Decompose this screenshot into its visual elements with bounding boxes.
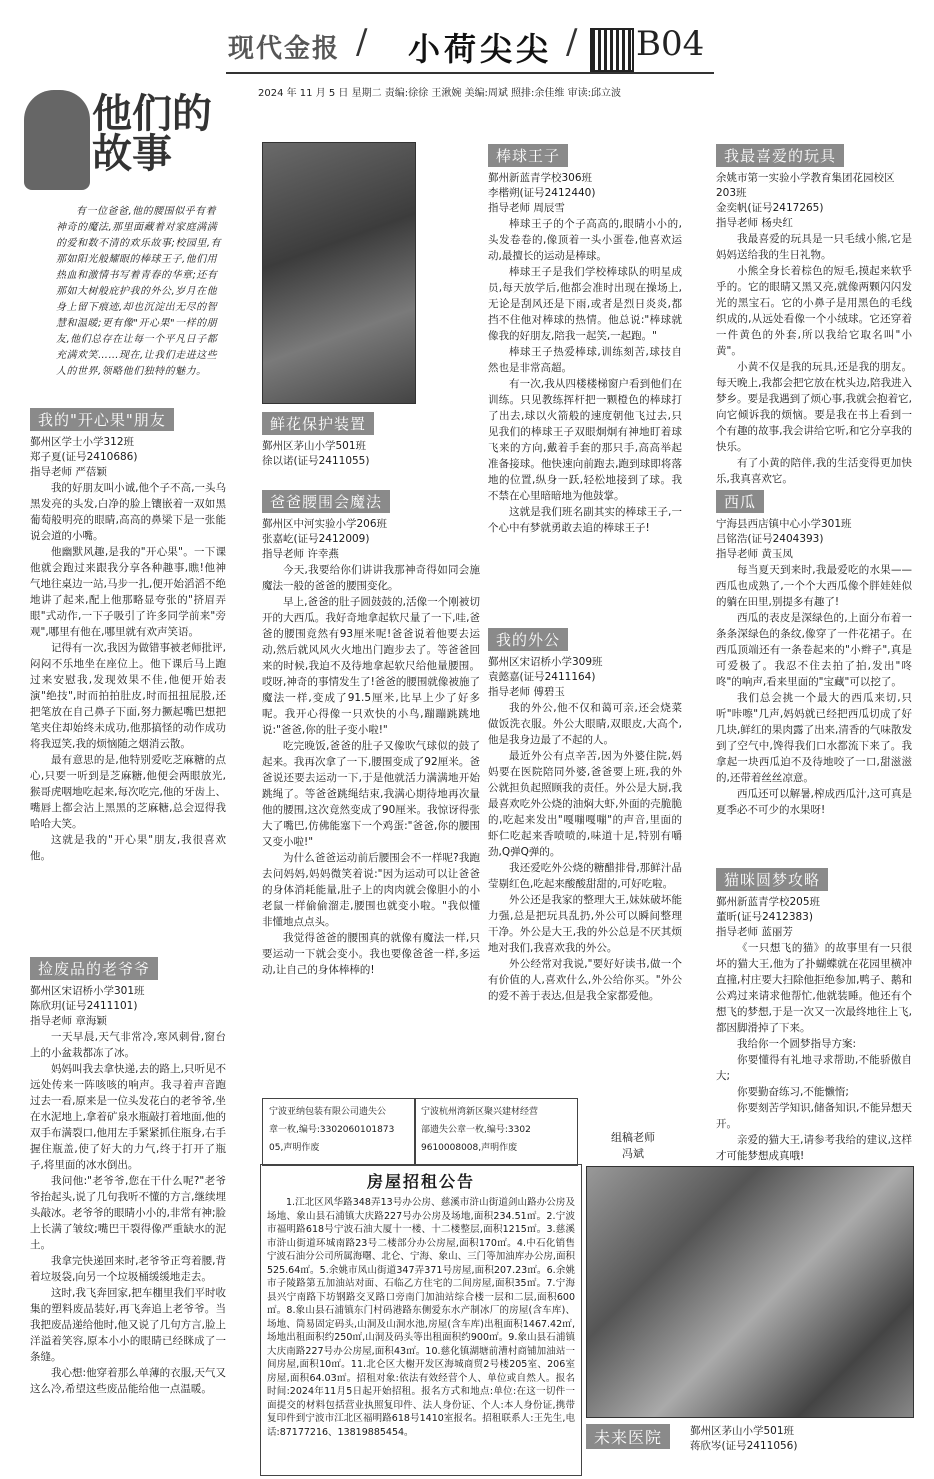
article-title: 我的外公 (488, 628, 568, 651)
paragraph: 棒球王子是我们学校棒球队的明星成员,每天放学后,他都会准时出现在操场上,无论是刮风还是下雨,或者是烈日炎炎,都挡不住他对棒球的热情。他总说:"棒球就像我的好朋友,陪我一起笑,一起跑。" (488, 266, 682, 342)
article-teacher: 指导老师 严蓓颖 (30, 466, 107, 478)
article-school: 鄞州新蓝青学校205班 (716, 896, 821, 908)
article-school: 鄞州区宋诏桥小学301班 (30, 985, 145, 997)
ad-line: 部遗失公章一枚,编号:3302 (421, 1125, 531, 1135)
article-teacher: 指导老师 章海颖 (30, 1015, 107, 1027)
paragraph: 我问他:"老爷爷,您在干什么呢?"老爷爷抬起头,说了几句我听不懂的方言,继续埋头敲冰。老爷爷的眼睛小小的,非常有神;脸上长满了皱纹;嘴巴干裂得像严重缺水的泥土。 (30, 1175, 226, 1251)
paragraph: 西瓜的表皮是深绿色的,上面分布着一条条深绿色的条纹,像穿了一件花裙子。在西瓜顶端还有一条卷起来的"小辫子",真是可爱极了。我忍不住去拍了拍,发出"咚咚"的响声,看来里面的"宝藏"可以挖了。 (716, 612, 912, 688)
article-waigong (488, 626, 682, 1004)
article-author: 郑子夏(证号2410686) (30, 451, 138, 463)
paragraph: 最近外公有点辛苦,因为外婆住院,妈妈要在医院陪同外婆,爸爸要上班,我的外公就担负起照顾我的责任。外公是大厨,我最喜欢吃外公烧的油焖大虾,外面的壳脆脆的,吃起来发出"嘎嘣嘎嘣"的声音,里面的虾仁吃起来香喷喷的,味道十足,特别有嚼劲,Q弹Q弹的。 (488, 750, 682, 858)
divider-slash: / (356, 22, 368, 62)
editor-credit (598, 1130, 668, 1162)
feature-intro: 有一位爸爸,他的腰围似乎有着神奇的魔法,那里面藏着对家庭满满的爱和数不清的欢乐故事;校园里,有那如阳光般耀眼的棒球王子,他们用热血和激情书写着青春的华章;还有那如大树般庇护我的外公,岁月在他身上留下痕迹,却也沉淀出无尽的智慧和温暖;更有像"开心果"一样的朋友,他们总存在让每一个平凡日子都充满欢笑……现在,让我们走进这些人的世界,领略他们独特的魅力。 (56, 206, 222, 377)
paragraph: 吃完晚饭,爸爸的肚子又像吹气球似的鼓了起来。我再次拿了一下,腰围变成了92厘米。爸爸说还要去运动一下,于是他就活力满满地开始跳绳了。等爸爸跳绳结束,我满心期待地再次量他的腰围,这次竟然变成了90厘米。我惊讶得张大了嘴巴,仿佛能塞下一个鸡蛋:"爸爸,你的腰围又变小啦!" (262, 740, 480, 848)
article-author: 吕铭浩(证号2404393) (716, 533, 824, 545)
article-title: 未来医院 (586, 1424, 670, 1449)
paragraph: 我还爱吃外公烧的糖醋排骨,那鲜汁晶莹剔红色,吃起来酸酸甜甜的,可好吃啦。 (488, 862, 682, 890)
article-title: 鲜花保护装置 (262, 412, 374, 435)
paragraph: 他幽默风趣,是我的"开心果"。一下课他就会跑过来跟我分享各种趣事,瞧!他神气地往桌边一站,马步一扎,便开始滔滔不绝地讲了起来,配上他那略显夸张的"挤眉弄眼"式动作,一下子吸引了许多同学前来"旁观",哪里有他在,哪里就有欢声笑语。 (30, 546, 226, 638)
article-school: 鄞州新蓝青学校306班 (488, 172, 593, 184)
article-school: 鄞州区学士小学312班 (30, 436, 135, 448)
article-author: 陈欣玥(证号2411101) (30, 1000, 138, 1012)
article-jianfeipin (30, 955, 226, 1397)
paragraph: 我们总会挑一个最大的西瓜来切,只听"咔嚓"几声,妈妈就已经把西瓜切成了好几块,鲜红的果肉露了出来,清香的气味散发到了空气中,馋得我们口水都流下来了。我拿起一块西瓜迫不及待地咬了一口,甜滋滋的,还带着丝丝凉意。 (716, 692, 912, 784)
article-author: 董昕(证号2412383) (716, 911, 813, 923)
paper-name: 现代金报 (228, 34, 341, 64)
paragraph: 外公还是我家的整理大王,妹妹破坏能力强,总是把玩具乱扔,外公可以瞬间整理干净。外公是大王,我的外公总是不厌其烦地对我们,我喜欢我的外公。 (488, 894, 682, 954)
paragraph: 你要刻苦学知识,储备知识,不能异想天开。 (716, 1102, 912, 1130)
notice-body: 1.江北区风华路348弄13号办公房、慈溪市浒山街道剑山路办公房及场地、象山县石浦镇大庆路227号办公房及场地,面积234.51㎡。2.宁波市福明路618号宁波石油大厦十一楼、十二楼整层,面积1215㎡。3.慈溪市浒山街道环城南路23号二楼部分办公房屋,面积170㎡。4.中石化销售宁波石油分公司所属海曙、北仑、宁海、象山、三门等加油库办公房,面积525.64㎡。5.余姚市凤山街道347弄371号房屋,面积207.23㎡。6.余姚市子陵路第五加油站对面、石临乙方住宅的二间房屋,面积35㎡。7.宁海县兴宁南路下坊钢路交叉路口旁南门加油站综合楼一层和二层,面积600㎡。8.象山县石浦镇东门村码港路东侧爱东水产制冰厂的房屋(含车库)、场地、筒易固定码头,山洞及山洞水池,房屋(含车库)出租面积1467.42㎡,场地出租面积约250㎡,山洞及码头等出租面积约900㎡。9.象山县石浦镇大庆南路227号办公房屋,面积43㎡。10.慈化镇湖塘前漕村商铺加油站一间房屋,面积10㎡。11.北仑区大榭开发区海城商贸2号楼205室、206室房屋,面积64.03㎡。招租对象:依法有效经营个人、单位或自然人。报名时间:2024年11月5日起开始招租。报名方式和地点:单位:在这一切件一面提交的材料包括营业执照复印件、法人身份证、个人:本人身份证,携带复印件到宁波市江北区福明路618号1410室报名。招租联系人:王先生,电话:87177216、13819885454。 (267, 1197, 575, 1438)
rental-notice (260, 1164, 582, 1476)
paragraph: 为什么爸爸运动前后腰围会不一样呢?我跑去问妈妈,妈妈微笑着说:"因为运动可以让爸爸的身体消耗能量,肚子上的肉肉就会像胆小的小老鼠一样偷偷溜走,腰围也就变小啦。"我似懂非懂地点点头。 (262, 852, 480, 928)
article-author: 徐以诺(证号2411055) (262, 455, 370, 467)
paragraph: 这就是我的"开心果"朋友,我很喜欢他。 (30, 834, 226, 862)
article-title: 我的"开心果"朋友 (30, 408, 174, 431)
article-school: 鄞州区茅山小学501班 (690, 1425, 795, 1437)
feature-title: 他们的故事 (92, 90, 212, 177)
paragraph: 你要懂得有礼地寻求帮助,不能骄傲自大; (716, 1054, 912, 1082)
article-title: 我最喜爱的玩具 (716, 144, 844, 167)
article-author: 袁懿嘉(证号2411164) (488, 671, 596, 683)
article-teacher: 指导老师 蓝丽芳 (716, 926, 793, 938)
article-teacher: 指导老师 杨央红 (716, 217, 793, 229)
section-title: 小荷尖尖 (408, 30, 553, 68)
article-school: 鄞州区中河实验小学206班 (262, 518, 388, 530)
paragraph: 亲爱的猫大王,请参考我给的建议,这样才可能梦想成真哦! (716, 1134, 912, 1162)
article-maomi (716, 866, 912, 1164)
editor-name: 冯斌 (622, 1147, 644, 1160)
article-baohu (262, 410, 412, 469)
paragraph: 小熊全身长着棕色的短毛,摸起来软乎乎的。它的眼睛又黑又亮,就像两颗闪闪发光的黑宝石。它的小鼻子是用黑色的毛线织成的,从远处看像一个小绒球。它还穿着一件黄色的外套,所以我给它取名叫"小黄"。 (716, 265, 912, 357)
paragraph: 一天早晨,天气非常冷,寒风刺骨,窗台上的小盆栽都冻了冰。 (30, 1031, 226, 1059)
paragraph: 这时,我飞奔回家,把车棚里我们平时收集的塑料废品装好,再飞奔追上老爷爷。当我把废品递给他时,他又说了几句方言,脸上洋溢着笑容,原本小小的眼睛已经眯成了一条缝。 (30, 1287, 226, 1363)
paragraph: 棒球王子热爱棒球,训练刻苦,球技自然也是非常高超。 (488, 346, 682, 374)
article-teacher: 指导老师 许幸燕 (262, 548, 339, 560)
family-illustration-icon (24, 90, 90, 190)
article-title: 爸爸腰围会魔法 (262, 490, 390, 513)
paragraph: 我心想:他穿着那么单薄的衣服,天气又这么冷,希望这些废品能给他一点温暖。 (30, 1367, 226, 1395)
ad-line: 05,声明作废 (269, 1143, 320, 1153)
painting-future-hospital (586, 1166, 914, 1418)
paragraph: 每当夏天到来时,我最爱吃的水果——西瓜也成熟了,一个个大西瓜像个胖娃娃似的躺在田里,别提多有趣了! (716, 564, 912, 608)
paragraph: 我的外公,他不仅和蔼可亲,还会烧菜做饭洗衣服。外公大眼睛,双眼皮,大高个,他是我身边最了不起的人。 (488, 702, 682, 746)
article-author: 李楷朔(证号2412440) (488, 187, 596, 199)
paragraph: 妈妈叫我去拿快递,去的路上,只听见不远处传来一阵咳咳的响声。我寻着声音跑过去一看,原来是一位头发花白的老爷爷,坐在水泥地上,拿着矿泉水瓶敲打着地面,他的双手布满裂口,他用左手紧紧抓住瓶身,右手握住瓶盖,使了好大的力气,终于打开了瓶子,将里面的冰水倒出。 (30, 1063, 226, 1171)
paragraph: 我拿完快递回来时,老爷爷正弯着腰,背着垃圾袋,向另一个垃圾桶缓缓地走去。 (30, 1255, 226, 1283)
article-teacher: 指导老师 黄玉凤 (716, 548, 793, 560)
paragraph: 我给你一个圆梦指导方案: (737, 1038, 857, 1050)
paragraph: 记得有一次,我因为做错事被老师批评,闷闷不乐地坐在座位上。他下课后马上跑过来安慰我,发现效果不佳,他便开始表演"绝技",时而拍拍肚皮,时而扭扭屁股,还把笔放在自己鼻子下面,努力撅起嘴巴想把笔夹住却始终未成功,他那搞怪的动作成功将我逗笑,我的烦恼随之烟消云散。 (30, 642, 226, 750)
article-title: 猫咪圆梦攻略 (716, 868, 828, 891)
paragraph: 小黄不仅是我的玩具,还是我的朋友。每天晚上,我都会把它放在枕头边,陪我进入梦乡。要是我遇到了烦心事,我就会抱着它,向它倾诉我的烦恼。要是我在书上看到一个有趣的故事,我会讲给它听,和它分享我的快乐。 (716, 361, 912, 453)
editor-label: 组稿老师 (611, 1131, 655, 1144)
ad-notice-right (414, 1098, 578, 1166)
masthead (0, 0, 934, 99)
ad-line: 9610008008,声明作废 (421, 1143, 518, 1153)
painting-flower-protection (262, 142, 416, 404)
paragraph: 早上,爸爸的肚子圆鼓鼓的,活像一个刚被切开的大西瓜。我好奇地拿起软尺量了一下,哇,爸爸的腰围竟然有93厘米呢!爸爸说着他要去运动,然后就风风火火地出门跑步去了。等爸爸回来的时候,我迫不及待地拿起软尺给他量腰围。哎呀,神奇的事情发生了!爸爸的腰围就像被施了魔法一样,变成了91.5厘米,比早上少了好多呢。我开心得像一只欢快的小鸟,蹦蹦跳跳地说:"爸爸,你的肚子变小啦!" (262, 596, 480, 736)
article-bangqiu (488, 142, 682, 536)
issue-meta: 2024 年 11 月 5 日 星期二 责编:徐徐 王湫婉 美编:周斌 照排:余佳维 审读:邱立波 (258, 88, 621, 99)
paragraph: 西瓜还可以解暑,榨成西瓜汁,这可真是夏季必不可少的水果呀! (716, 788, 912, 816)
masthead-rule (226, 72, 714, 74)
ad-line: 宁波亚纳包装有限公司遗失公 (269, 1107, 387, 1117)
article-school: 鄞州区宋诏桥小学309班 (488, 656, 603, 668)
ad-line: 宁波杭州湾新区聚兴建材经营 (421, 1107, 539, 1117)
article-xigua (716, 488, 912, 818)
paragraph: 有一次,我从四楼楼梯窗户看到他们在训练。只见教练挥杆把一颗橙色的棒球打了出去,球以火箭般的速度朝他飞过去,只见我们的棒球王子双眼炯炯有神地盯着球飞来的方向,戴着手套的那只手,高高举起准备接球。他快速向前跑去,跑到球即将落地的位置,纵身一跃,轻松地接到了球。我不禁在心里暗暗地为他鼓掌。 (488, 378, 682, 502)
notice-title: 房屋招租公告 (366, 1172, 475, 1191)
article-school: 余姚市第一实验小学教育集团花园校区203班 (716, 172, 895, 199)
paragraph: 最有意思的是,他特别爱吃芝麻糖的点心,只要一听到是芝麻糖,他便会两眼放光,猴哥虎咽地吃起来,每次吃完,他的牙齿上、嘴唇上都会沾上黑黑的芝麻糖,总会逗得我哈哈大笑。 (30, 754, 226, 830)
article-title: 棒球王子 (488, 144, 568, 167)
page-number: B04 (636, 24, 705, 64)
paragraph: 有了小黄的陪伴,我的生活变得更加快乐,我真喜欢它。 (716, 457, 912, 485)
paragraph: 外公经常对我说,"要好好读书,做一个有价值的人,喜欢什么,外公给你买。"外公的爱不善于表达,但是我全家都爱他。 (488, 958, 682, 1002)
article-title: 捡废品的老爷爷 (30, 957, 158, 980)
article-author: 蒋欣岑(证号2411056) (690, 1440, 798, 1452)
article-kaixinguo (30, 406, 226, 864)
paragraph: 我觉得爸爸的腰围真的就像有魔法一样,只要运动一下就会变小。我也要像爸爸一样,多运动,让自己的身体棒棒的! (262, 932, 480, 976)
article-wanju (716, 142, 912, 487)
article-teacher: 指导老师 傅碧玉 (488, 686, 565, 698)
paragraph: 这就是我们班名副其实的棒球王子,一个心中有梦就勇敢去追的棒球王子! (488, 506, 682, 534)
ad-notice-left (262, 1098, 416, 1166)
paragraph: 我的好朋友叫小诚,他个子不高,一头乌黑发亮的头发,白净的脸上镶嵌着一双如黑葡萄般明亮的眼睛,高高的鼻梁下是一张能说会道的小嘴。 (30, 482, 226, 542)
ad-line: 章一枚,编号:3302060101873 (269, 1125, 395, 1135)
article-yiyuan-byline (690, 1424, 910, 1454)
paragraph: 《一只想飞的猫》的故事里有一只很坏的猫大王,他为了扑蝴蝶就在花园里横冲直撞,村庄要大扫除他拒绝参加,鸭子、鹅和公鸡过来请求他帮忙,他就装睡。他还有个想飞的梦想,于是一次又一次最终地往上飞,都因脚滑掉了下来。 (716, 942, 912, 1034)
article-author: 张嘉屹(证号2412009) (262, 533, 370, 545)
qr-code-icon (590, 28, 634, 72)
article-school: 鄞州区茅山小学501班 (262, 440, 367, 452)
article-title: 西瓜 (716, 490, 764, 513)
divider-slash: / (566, 22, 578, 62)
paragraph: 我最喜爱的玩具是一只毛绒小熊,它是妈妈送给我的生日礼物。 (716, 233, 912, 261)
paragraph: 你要勤奋练习,不能懒惰; (737, 1086, 849, 1098)
article-author: 金奕帆(证号2417265) (716, 202, 824, 214)
paragraph: 今天,我要给你们讲讲我那神奇得如同会施魔法一般的爸爸的腰围变化。 (262, 564, 480, 592)
article-teacher: 指导老师 周辰雪 (488, 202, 565, 214)
paragraph: 棒球王子的个子高高的,眼睛小小的,头发卷卷的,像顶着一头小蛋卷,他喜欢运动,最擅长的运动是棒球。 (488, 218, 682, 262)
article-yaowei (262, 488, 480, 978)
article-yiyuan (586, 1422, 670, 1453)
article-school: 宁海县西店镇中心小学301班 (716, 518, 852, 530)
